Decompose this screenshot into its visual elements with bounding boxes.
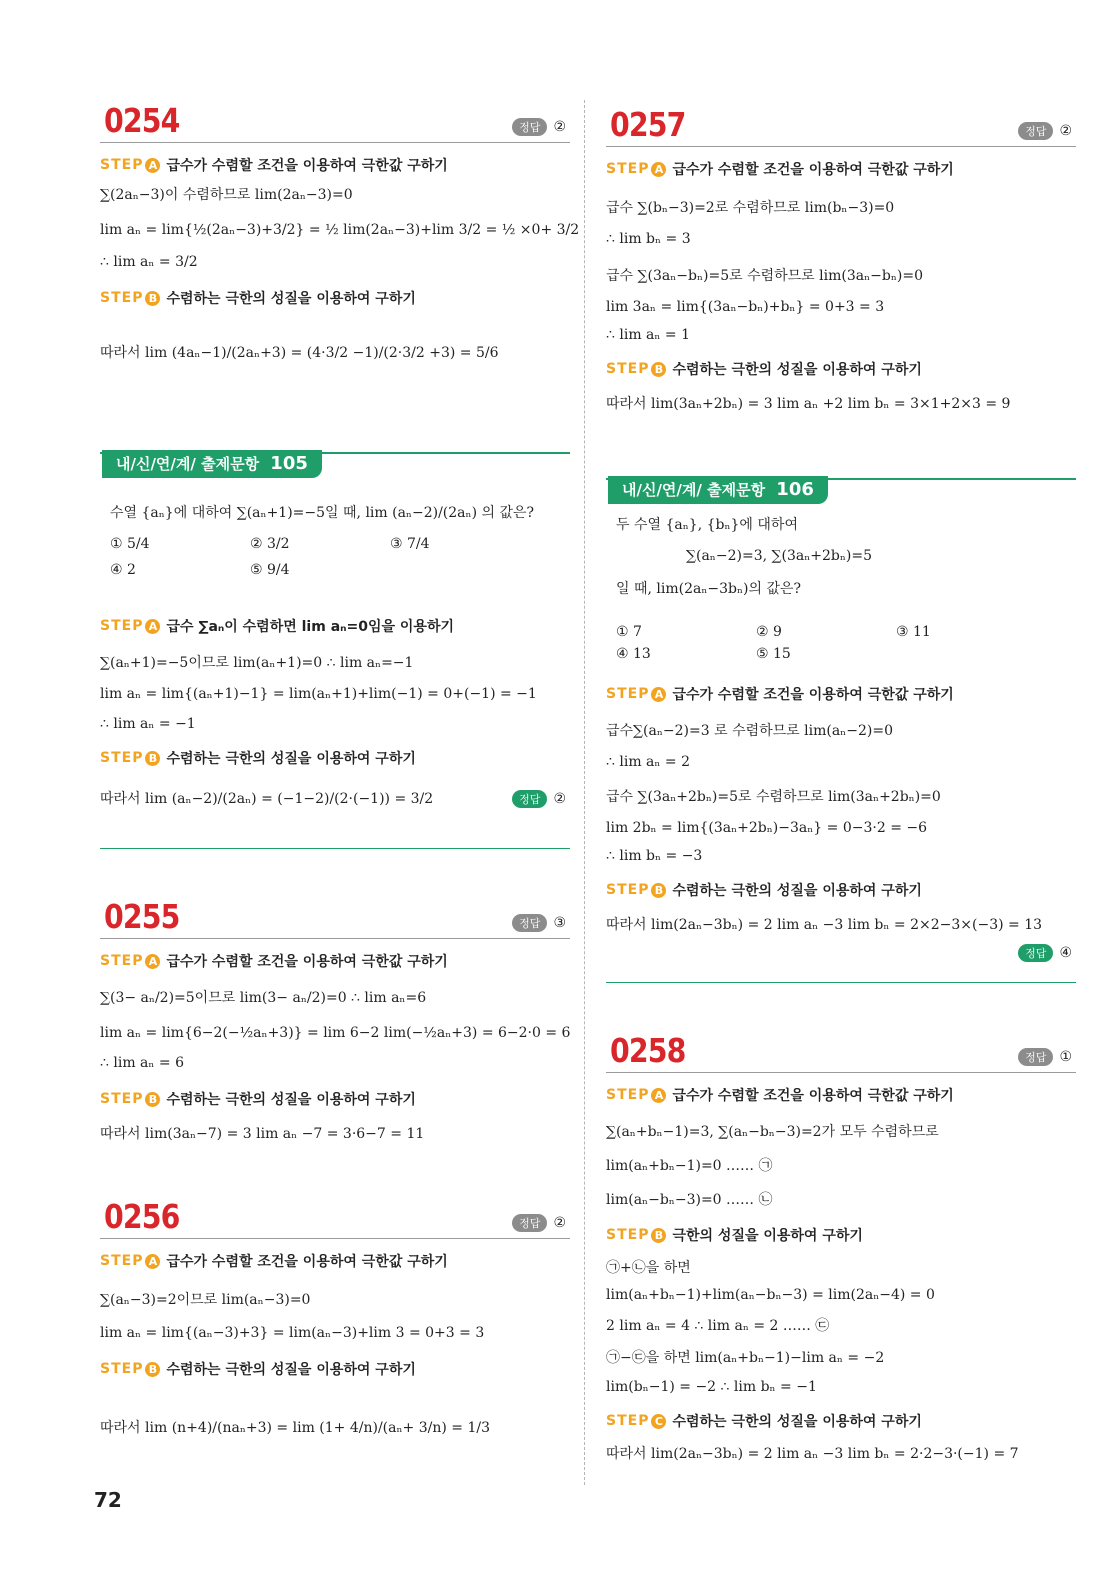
problem-number: 0257 (610, 105, 686, 144)
solution-line: 따라서 lim (n+4)/(naₙ+3) = lim (1+ 4/n)/(aₙ+ 3/n) = 1/3 (100, 1420, 490, 1436)
answer-value: ④ (1059, 945, 1072, 961)
choice-4: ④ 2 (110, 562, 136, 578)
step-a-heading (100, 616, 570, 636)
step-title: 수렴하는 극한의 성질을 이용하여 구하기 (672, 362, 922, 378)
step-a-heading (100, 155, 570, 175)
step-letter-icon: B (651, 362, 666, 377)
step-tag: STEP (606, 882, 650, 898)
section-separator (100, 848, 570, 849)
problem-number: 0255 (104, 897, 180, 936)
step-tag: STEP (100, 290, 144, 306)
step-title: 극한의 성질을 이용하여 구하기 (672, 1228, 863, 1244)
step-letter-icon: A (145, 158, 160, 173)
solution-line: ∴ lim aₙ = 1 (606, 327, 690, 343)
solution-line: ∴ lim aₙ = −1 (100, 716, 196, 732)
solution-line: ∑(2aₙ−3)이 수렴하므로 lim(2aₙ−3)=0 (100, 187, 353, 203)
answer-value: ② (553, 119, 566, 135)
step-tag: STEP (100, 1361, 144, 1377)
problem-header (100, 892, 570, 939)
solution-line: ∴ lim aₙ = 3/2 (100, 254, 198, 270)
solution-line: 급수 ∑(3aₙ+2bₙ)=5로 수렴하므로 lim(3aₙ+2bₙ)=0 (606, 789, 941, 805)
solution-line: 따라서 lim (aₙ−2)/(2aₙ) = (−1−2)/(2·(−1)) = 3/2 (100, 791, 434, 807)
problem-number: 0256 (104, 1197, 180, 1236)
answer-badge (512, 118, 566, 136)
step-title: 급수가 수렴할 조건을 이용하여 극한값 구하기 (166, 954, 448, 970)
choice-2: ② 9 (756, 624, 782, 640)
choice-5: ⑤ 9/4 (250, 562, 290, 578)
answer-label: 정답 (1018, 944, 1053, 962)
step-tag: STEP (100, 1091, 144, 1107)
question-text: 수열 {aₙ}에 대하여 ∑(aₙ+1)=−5일 때, lim (aₙ−2)/(2aₙ) 의 값은? (110, 505, 535, 521)
answer-value: ② (553, 1215, 566, 1231)
step-tag: STEP (606, 361, 650, 377)
answer-badge (1018, 122, 1072, 140)
step-title: 수렴하는 극한의 성질을 이용하여 구하기 (672, 1414, 922, 1430)
answer-label: 정답 (1018, 1048, 1053, 1066)
linked-tab (102, 450, 322, 478)
step-letter-icon: A (145, 619, 160, 634)
problem-0255 (100, 892, 570, 1143)
step-tag: STEP (100, 618, 144, 634)
step-letter-icon: A (651, 687, 666, 702)
answer-label: 정답 (512, 914, 547, 932)
solution-line: ∑(aₙ+bₙ−1)=3, ∑(aₙ−bₙ−3)=2가 모두 수렴하므로 (606, 1124, 939, 1140)
choice-4: ④ 13 (616, 646, 651, 662)
solution-line: lim aₙ = lim{(aₙ+1)−1} = lim(aₙ+1)+lim(−1) = 0+(−1) = −1 (100, 686, 537, 702)
choice-1: ① 7 (616, 624, 642, 640)
solution-line: ∑(3− aₙ/2)=5이므로 lim(3− aₙ/2)=0 ∴ lim aₙ=6 (100, 990, 427, 1006)
step-tag: STEP (606, 1413, 650, 1429)
solution-line: 급수 ∑(bₙ−3)=2로 수렴하므로 lim(bₙ−3)=0 (606, 200, 895, 216)
answer-value: ② (553, 791, 566, 807)
step-b-heading (100, 748, 570, 768)
step-tag: STEP (606, 1087, 650, 1103)
solution-line: lim aₙ = lim{½(2aₙ−3)+3/2} = ½ lim(2aₙ−3)+lim 3/2 = ½ ×0+ 3/2 (100, 222, 580, 238)
step-letter-icon: A (651, 1088, 666, 1103)
answer-value: ② (1059, 123, 1072, 139)
solution-line: lim aₙ = lim{6−2(−½aₙ+3)} = lim 6−2 lim(−½aₙ+3) = 6−2·0 = 6 (100, 1025, 571, 1041)
step-title: 급수가 수렴할 조건을 이용하여 극한값 구하기 (672, 162, 954, 178)
step-a-heading (606, 1085, 1076, 1105)
solution-line: lim(aₙ−bₙ−3)=0 …… ㉡ (606, 1192, 773, 1208)
step-title: 급수가 수렴할 조건을 이용하여 극한값 구하기 (672, 687, 954, 703)
step-title: 급수가 수렴할 조건을 이용하여 극한값 구하기 (166, 158, 448, 174)
step-tag: STEP (100, 750, 144, 766)
step-tag: STEP (606, 686, 650, 702)
solution-line: ∴ lim aₙ = 6 (100, 1055, 184, 1071)
section-separator (606, 982, 1076, 983)
step-title: 수렴하는 극한의 성질을 이용하여 구하기 (166, 1362, 416, 1378)
step-letter-icon: C (651, 1414, 666, 1429)
linked-tab-label: 내/신/연/계/ 출제문항 (622, 481, 766, 499)
answer-badge (512, 914, 566, 932)
step-letter-icon: B (145, 751, 160, 766)
linked-tab (608, 476, 828, 504)
answer-value: ③ (553, 915, 566, 931)
question-text: 일 때, lim(2aₙ−3bₙ)의 값은? (616, 581, 802, 597)
step-tag: STEP (606, 1227, 650, 1243)
problem-0254 (100, 96, 580, 362)
step-letter-icon: A (145, 954, 160, 969)
step-tag: STEP (100, 157, 144, 173)
step-a-heading (100, 1251, 570, 1271)
linked-header (100, 450, 570, 480)
column-divider (584, 100, 585, 1485)
step-b-heading (606, 359, 1076, 379)
question-text: ∑(aₙ−2)=3, ∑(3aₙ+2bₙ)=5 (686, 548, 873, 564)
solution-line: 따라서 lim(3aₙ−7) = 3 lim aₙ −7 = 3·6−7 = 11 (100, 1126, 425, 1142)
linked-header (606, 476, 1076, 506)
solution-line: 2 lim aₙ = 4 ∴ lim aₙ = 2 …… ㉢ (606, 1318, 830, 1334)
answer-badge (512, 1214, 566, 1232)
step-title: 급수 ∑aₙ이 수렴하면 lim aₙ=0임을 이용하기 (166, 619, 455, 635)
linked-problem-106 (606, 476, 1076, 962)
final-line-row (100, 788, 570, 808)
choices (606, 624, 1076, 662)
solution-line: ∑(aₙ+1)=−5이므로 lim(aₙ+1)=0 ∴ lim aₙ=−1 (100, 655, 414, 671)
solution-line: ∴ lim bₙ = 3 (606, 231, 691, 247)
answer-label: 정답 (512, 790, 547, 808)
choice-1: ① 5/4 (110, 536, 150, 552)
solution-line: ∴ lim aₙ = 2 (606, 754, 690, 770)
answer-value: ① (1059, 1049, 1072, 1065)
solution-line: lim(aₙ+bₙ−1)+lim(aₙ−bₙ−3) = lim(2aₙ−4) = 0 (606, 1287, 935, 1303)
solution-line: ∑(aₙ−3)=2이므로 lim(aₙ−3)=0 (100, 1292, 311, 1308)
solution-line: 따라서 lim (4aₙ−1)/(2aₙ+3) = (4·3/2 −1)/(2·3/2 +3) = 5/6 (100, 345, 499, 361)
answer-label: 정답 (512, 1214, 547, 1232)
step-title: 수렴하는 극한의 성질을 이용하여 구하기 (672, 883, 922, 899)
choice-2: ② 3/2 (250, 536, 290, 552)
step-tag: STEP (100, 953, 144, 969)
step-title: 수렴하는 극한의 성질을 이용하여 구하기 (166, 751, 416, 767)
problem-0256 (100, 1192, 570, 1437)
solution-line: 따라서 lim(2aₙ−3bₙ) = 2 lim aₙ −3 lim bₙ = 2·2−3·(−1) = 7 (606, 1446, 1019, 1462)
problem-0258 (606, 1026, 1076, 1463)
step-c-heading (606, 1411, 1076, 1431)
solution-line: 따라서 lim(3aₙ+2bₙ) = 3 lim aₙ +2 lim bₙ = 3×1+2×3 = 9 (606, 396, 1011, 412)
solution-line: ㉠−㉢을 하면 lim(aₙ+bₙ−1)−lim aₙ = −2 (606, 1350, 885, 1366)
step-a-heading (606, 159, 1076, 179)
choice-3: ③ 11 (896, 624, 931, 640)
step-letter-icon: B (145, 1362, 160, 1377)
linked-tab-number: 105 (270, 453, 308, 474)
step-b-heading (606, 1225, 1076, 1245)
choice-5: ⑤ 15 (756, 646, 791, 662)
answer-label: 정답 (1018, 122, 1053, 140)
step-tag: STEP (100, 1253, 144, 1269)
problem-header (606, 1026, 1076, 1073)
solution-line: 급수 ∑(3aₙ−bₙ)=5로 수렴하므로 lim(3aₙ−bₙ)=0 (606, 268, 924, 284)
problem-header (100, 1192, 570, 1239)
step-letter-icon: B (651, 1228, 666, 1243)
solution-line: lim aₙ = lim{(aₙ−3)+3} = lim(aₙ−3)+lim 3 = 0+3 = 3 (100, 1325, 485, 1341)
step-b-heading (100, 1359, 570, 1379)
question-text: 두 수열 {aₙ}, {bₙ}에 대하여 (616, 517, 798, 533)
step-a-heading (100, 951, 570, 971)
solution-line: lim 3aₙ = lim{(3aₙ−bₙ)+bₙ} = 0+3 = 3 (606, 299, 885, 315)
step-tag: STEP (606, 161, 650, 177)
choices (100, 536, 570, 578)
choice-3: ③ 7/4 (390, 536, 430, 552)
solution-line: 급수∑(aₙ−2)=3 로 수렴하므로 lim(aₙ−2)=0 (606, 723, 893, 739)
solution-line: ∴ lim bₙ = −3 (606, 848, 703, 864)
solution-line: lim(bₙ−1) = −2 ∴ lim bₙ = −1 (606, 1379, 817, 1395)
page-number: 72 (94, 1488, 122, 1512)
step-letter-icon: B (145, 1092, 160, 1107)
step-letter-icon: A (651, 162, 666, 177)
step-title: 급수가 수렴할 조건을 이용하여 극한값 구하기 (672, 1088, 954, 1104)
problem-number: 0254 (104, 101, 180, 140)
problem-number: 0258 (610, 1031, 686, 1070)
step-b-heading (100, 1089, 570, 1109)
answer-badge (1018, 944, 1072, 962)
step-title: 급수가 수렴할 조건을 이용하여 극한값 구하기 (166, 1254, 448, 1270)
problem-0257 (606, 100, 1076, 413)
answer-badge (512, 790, 566, 808)
linked-tab-number: 106 (776, 479, 814, 500)
step-letter-icon: B (145, 291, 160, 306)
problem-header (100, 96, 570, 143)
solution-line: ㉠+㉡을 하면 (606, 1260, 691, 1276)
solution-line: lim(aₙ+bₙ−1)=0 …… ㉠ (606, 1158, 773, 1174)
step-title: 수렴하는 극한의 성질을 이용하여 구하기 (166, 291, 416, 307)
step-a-heading (606, 684, 1076, 704)
step-letter-icon: B (651, 883, 666, 898)
solution-line: 따라서 lim(2aₙ−3bₙ) = 2 lim aₙ −3 lim bₙ = 2×2−3×(−3) = 13 (606, 917, 1043, 933)
step-b-heading (100, 288, 570, 308)
step-b-heading (606, 880, 1076, 900)
linked-tab-label: 내/신/연/계/ 출제문항 (116, 455, 260, 473)
answer-row (606, 940, 1076, 962)
answer-badge (1018, 1048, 1072, 1066)
solution-line: lim 2bₙ = lim{(3aₙ+2bₙ)−3aₙ} = 0−3·2 = −6 (606, 820, 928, 836)
linked-problem-105 (100, 450, 570, 808)
problem-header (606, 100, 1076, 147)
answer-label: 정답 (512, 118, 547, 136)
step-letter-icon: A (145, 1254, 160, 1269)
step-title: 수렴하는 극한의 성질을 이용하여 구하기 (166, 1092, 416, 1108)
